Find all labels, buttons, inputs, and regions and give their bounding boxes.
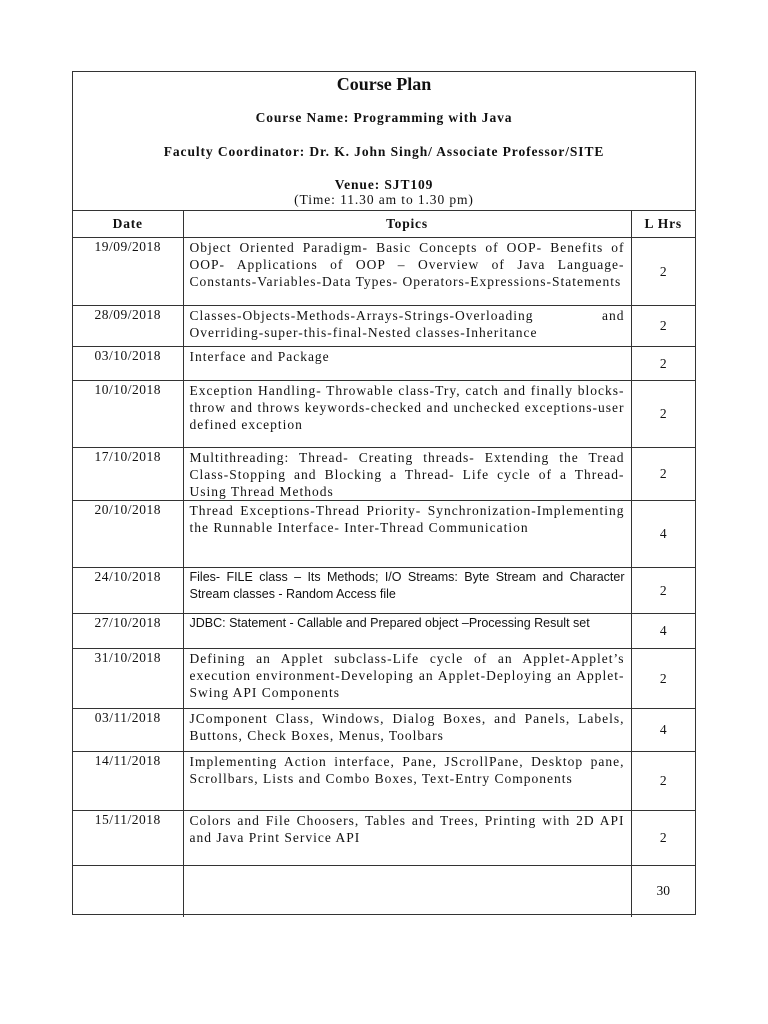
session-time: (Time: 11.30 am to 1.30 pm)	[294, 192, 474, 207]
course-plan-table	[73, 210, 695, 917]
table-row	[73, 448, 695, 501]
row-date: 03/10/2018	[73, 347, 183, 381]
table-row	[73, 501, 695, 568]
row-hours: 2	[631, 347, 695, 381]
table-row	[73, 347, 695, 381]
row-topic: Implementing Action interface, Pane, JScrollPane, Desktop pane, Scrollbars, Lists and Combo Boxes, Text-Entry Components	[183, 752, 631, 811]
row-hours: 2	[631, 306, 695, 347]
row-date: 20/10/2018	[73, 501, 183, 568]
course-plan-header	[73, 72, 695, 211]
row-topic: JDBC: Statement - Callable and Prepared object –Processing Result set	[183, 614, 631, 649]
row-date: 28/09/2018	[73, 306, 183, 347]
row-date: 10/10/2018	[73, 381, 183, 448]
table-row	[73, 381, 695, 448]
venue: Venue: SJT109	[334, 177, 434, 192]
row-hours: 2	[631, 381, 695, 448]
table-row	[73, 649, 695, 709]
row-date: 19/09/2018	[73, 238, 183, 306]
row-topic: Interface and Package	[183, 347, 631, 381]
row-topic: Defining an Applet subclass-Life cycle of an Applet-Applet’s execution environment-Developing an Applet-Deploying an Applet- Swing API Components	[183, 649, 631, 709]
column-header-date: Date	[73, 210, 183, 238]
table-row	[73, 811, 695, 866]
row-topic: JComponent Class, Windows, Dialog Boxes, and Panels, Labels, Buttons, Check Boxes, Menus, Toolbars	[183, 709, 631, 752]
table-row	[73, 614, 695, 649]
row-date: 17/10/2018	[73, 448, 183, 501]
row-hours: 2	[631, 448, 695, 501]
column-header-hours: L Hrs	[631, 210, 695, 238]
course-name: Course Name: Programming with Java	[255, 110, 513, 125]
row-hours: 4	[631, 709, 695, 752]
row-date: 15/11/2018	[73, 811, 183, 866]
row-topic: Exception Handling- Throwable class-Try, catch and finally blocks-throw and throws keywords-checked and unchecked exceptions-user defined exception	[183, 381, 631, 448]
row-hours: 4	[631, 501, 695, 568]
total-hours: 30	[631, 866, 695, 917]
table-row	[73, 568, 695, 614]
row-topic: Thread Exceptions-Thread Priority- Synchronization-Implementing the Runnable Interface- Inter-Thread Communication	[183, 501, 631, 568]
row-date: 14/11/2018	[73, 752, 183, 811]
row-topic: Classes-Objects-Methods-Arrays-Strings-Overloading and Overriding-super-this-final-Nested classes-Inheritance	[183, 306, 631, 347]
column-header-topics: Topics	[183, 210, 631, 238]
row-topic: Object Oriented Paradigm- Basic Concepts of OOP- Benefits of OOP- Applications of OOP – Overview of Java Language- Constants-Variables-Data Types- Operators-Expressions-Statements	[183, 238, 631, 306]
row-hours: 2	[631, 752, 695, 811]
table-row	[73, 306, 695, 347]
total-date-cell	[73, 866, 183, 917]
table-row	[73, 238, 695, 306]
row-date: 31/10/2018	[73, 649, 183, 709]
faculty-coordinator: Faculty Coordinator: Dr. K. John Singh/ Associate Professor/SITE	[163, 144, 605, 159]
row-date: 24/10/2018	[73, 568, 183, 614]
row-date: 27/10/2018	[73, 614, 183, 649]
row-hours: 4	[631, 614, 695, 649]
row-topic: Colors and File Choosers, Tables and Trees, Printing with 2D API and Java Print Service API	[183, 811, 631, 866]
table-row	[73, 709, 695, 752]
total-row	[73, 866, 695, 917]
row-topic: Multithreading: Thread- Creating threads- Extending the Tread Class-Stopping and Blocking a Thread- Life cycle of a Thread-Using Thread Methods	[183, 448, 631, 501]
course-plan-sheet	[72, 71, 696, 915]
total-topic-cell	[183, 866, 631, 917]
row-hours: 2	[631, 811, 695, 866]
row-topic: Files- FILE class – Its Methods; I/O Streams: Byte Stream and Character Stream classes - Random Access file	[183, 568, 631, 614]
row-hours: 2	[631, 568, 695, 614]
row-hours: 2	[631, 649, 695, 709]
row-date: 03/11/2018	[73, 709, 183, 752]
table-header-row	[73, 210, 695, 238]
page-title: Course Plan	[336, 74, 432, 94]
table-row	[73, 752, 695, 811]
row-hours: 2	[631, 238, 695, 306]
